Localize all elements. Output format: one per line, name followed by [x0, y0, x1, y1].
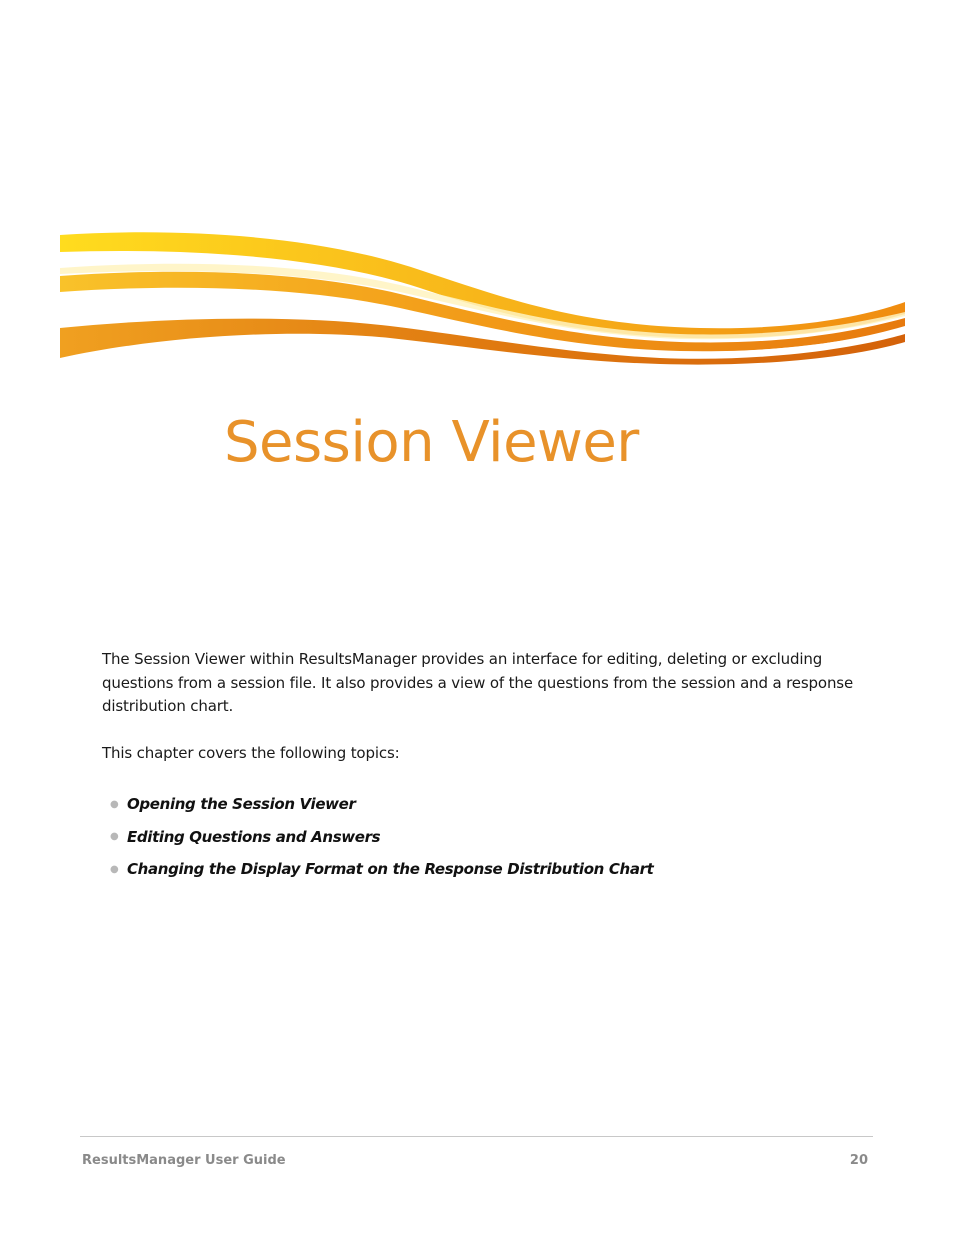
intro-paragraph: The Session Viewer within ResultsManager provides an interface for editing, deleting or excluding questions from a session file. It also provides a view of the questions from the session and a response distribution chart.: [102, 650, 854, 715]
bullet-icon: ●: [110, 863, 119, 875]
bullet-icon: ●: [110, 831, 119, 843]
page-number: 20: [849, 1153, 868, 1168]
topics-list: [110, 788, 653, 886]
footer-guide-name: ResultsManager User Guide: [82, 1153, 286, 1168]
chapter-title: Session Viewer: [224, 410, 639, 475]
list-item: [110, 788, 653, 821]
bullet-icon: ●: [110, 798, 119, 810]
topic-link-changing-display-format[interactable]: Changing the Display Format on the Response Distribution Chart: [127, 860, 654, 879]
decorative-swoosh-banner: [60, 230, 905, 365]
topics-lead-text: This chapter covers the following topics:: [102, 744, 400, 762]
list-item: [110, 821, 653, 854]
topic-link-opening-session-viewer[interactable]: Opening the Session Viewer: [127, 795, 356, 814]
footer-divider: [80, 1136, 873, 1137]
list-item: [110, 853, 653, 886]
topic-link-editing-questions[interactable]: Editing Questions and Answers: [127, 827, 381, 846]
